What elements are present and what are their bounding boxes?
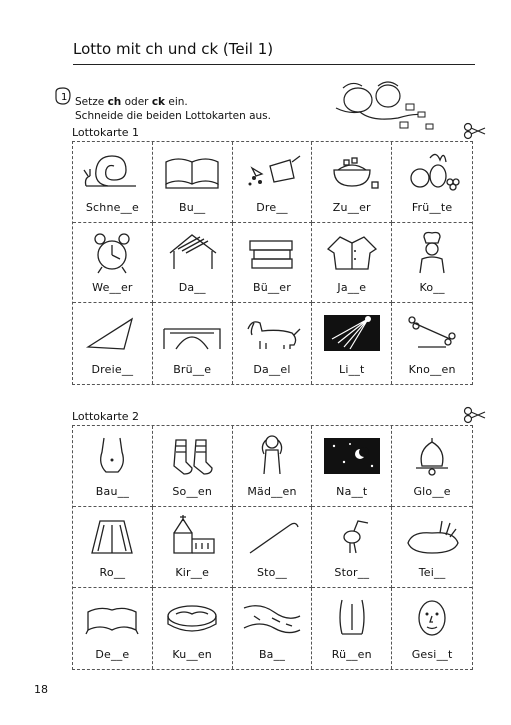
- cell-word: Li__t: [339, 362, 365, 376]
- picture-frame: [153, 594, 232, 640]
- cell-word: Bau__: [95, 485, 130, 498]
- lotto-cell: [392, 223, 472, 304]
- cell-word: Ko__: [419, 281, 445, 295]
- picture-frame: [73, 432, 152, 478]
- picture-frame: [73, 229, 152, 275]
- picture-frame: [73, 148, 152, 194]
- instructions: [75, 95, 271, 123]
- picture-frame: [153, 148, 232, 194]
- instruction-line-1: Setze ch oder ck ein.: [75, 96, 188, 108]
- picture-frame: [233, 309, 312, 355]
- picture-frame: [233, 229, 312, 275]
- dustpan-icon: [240, 148, 304, 194]
- lotto-cell: [73, 223, 153, 304]
- cell-word: Kno__en: [408, 362, 456, 376]
- lotto-cell: [153, 426, 233, 507]
- cell-word: Mäd__en: [247, 485, 297, 498]
- picture-frame: [392, 148, 472, 194]
- picture-frame: [73, 594, 152, 640]
- cell-word: Bu__: [179, 200, 206, 214]
- stork-icon: [320, 513, 384, 559]
- exercise-number-badge: [54, 86, 72, 106]
- lotto-card-2: [72, 425, 473, 670]
- picture-frame: [153, 513, 232, 559]
- light-beam-icon: [320, 309, 384, 355]
- lotto-cell: [73, 142, 153, 223]
- cell-word: Dre__: [256, 200, 288, 214]
- lotto-cell: [73, 507, 153, 588]
- cell-word: Da__: [178, 281, 206, 295]
- page-number: 18: [34, 683, 48, 696]
- lotto-cell: [392, 142, 472, 223]
- title-divider: [73, 64, 475, 65]
- scissors-icon: [463, 122, 487, 140]
- cell-word: Stor__: [334, 566, 370, 579]
- back-icon: [320, 594, 384, 640]
- triangle-icon: [80, 309, 144, 355]
- stream-icon: [240, 594, 304, 640]
- picture-frame: [73, 513, 152, 559]
- cell-word: Zu__er: [332, 200, 371, 214]
- exercise-number: 1: [61, 92, 68, 103]
- picture-frame: [233, 594, 312, 640]
- face-icon: [400, 594, 464, 640]
- lotto-cell: [233, 507, 313, 588]
- picture-frame: [312, 594, 391, 640]
- jacket-icon: [320, 229, 384, 275]
- picture-frame: [312, 229, 391, 275]
- socks-icon: [160, 432, 224, 478]
- picture-frame: [233, 148, 312, 194]
- cell-word: Bü__er: [252, 281, 291, 295]
- pond-icon: [400, 513, 464, 559]
- lotto-cell: [73, 303, 153, 384]
- cell-word: Ja__e: [337, 281, 367, 295]
- picture-frame: [312, 513, 391, 559]
- cook-icon: [400, 229, 464, 275]
- card-1-label: Lottokarte 1: [72, 126, 140, 139]
- cell-word: So__en: [172, 485, 213, 498]
- book-icon: [160, 148, 224, 194]
- lotto-cell: [312, 223, 392, 304]
- lotto-cell: [153, 303, 233, 384]
- bell-icon: [400, 432, 464, 478]
- lotto-cell: [153, 223, 233, 304]
- lotto-cell: [392, 303, 472, 384]
- lotto-cell: [233, 588, 313, 669]
- cell-word: Brü__e: [173, 362, 212, 376]
- cell-word: Sto__: [256, 566, 287, 579]
- cell-word: Na__t: [336, 485, 368, 498]
- lotto-cell: [73, 588, 153, 669]
- cell-word: Glo__e: [413, 485, 451, 498]
- night-sky-icon: [320, 432, 384, 478]
- alarm-clock-icon: [80, 229, 144, 275]
- cake-icon: [160, 594, 224, 640]
- lotto-cell: [312, 507, 392, 588]
- lotto-cell: [153, 142, 233, 223]
- lotto-cell: [153, 507, 233, 588]
- cell-word: Kir__e: [175, 566, 210, 579]
- cell-word: Ba__: [258, 648, 286, 661]
- snail-icon: [80, 148, 144, 194]
- cell-word: Tei__: [418, 566, 446, 579]
- bridge-icon: [160, 309, 224, 355]
- fruits-icon: [400, 148, 464, 194]
- bones-icon: [400, 309, 464, 355]
- lotto-cell: [233, 426, 313, 507]
- picture-frame: [153, 309, 232, 355]
- walking-stick-icon: [240, 513, 304, 559]
- lotto-cell: [312, 426, 392, 507]
- roof-icon: [160, 229, 224, 275]
- books-stack-icon: [240, 229, 304, 275]
- church-icon: [160, 513, 224, 559]
- picture-frame: [312, 148, 391, 194]
- picture-frame: [392, 309, 472, 355]
- cell-word: Gesi__t: [411, 648, 453, 661]
- cell-word: De__e: [95, 648, 130, 661]
- picture-frame: [312, 309, 391, 355]
- picture-frame: [73, 309, 152, 355]
- lotto-cell: [233, 223, 313, 304]
- lotto-cell: [312, 588, 392, 669]
- cell-word: Ro__: [99, 566, 126, 579]
- picture-frame: [233, 432, 312, 478]
- cell-word: Dreie__: [91, 362, 134, 376]
- cell-word: Schne__e: [85, 200, 139, 214]
- picture-frame: [392, 594, 472, 640]
- lotto-cell: [392, 507, 472, 588]
- cell-word: We__er: [92, 281, 133, 295]
- page-title: Lotto mit ch und ck (Teil 1): [73, 40, 274, 58]
- dachshund-icon: [240, 309, 304, 355]
- lotto-cell: [153, 588, 233, 669]
- belly-icon: [80, 432, 144, 478]
- cell-word: Frü__te: [411, 200, 453, 214]
- lotto-cell: [392, 426, 472, 507]
- picture-frame: [392, 432, 472, 478]
- picture-frame: [392, 513, 472, 559]
- lotto-cell: [73, 426, 153, 507]
- lotto-cell: [392, 588, 472, 669]
- instruction-line-2: Schneide die beiden Lottokarten aus.: [75, 110, 271, 122]
- lotto-cell: [233, 303, 313, 384]
- children-cutting-illustration: [328, 78, 438, 134]
- cell-word: Rü__en: [331, 648, 372, 661]
- sugar-bowl-icon: [320, 148, 384, 194]
- lotto-cell: [312, 303, 392, 384]
- picture-frame: [233, 513, 312, 559]
- picture-frame: [392, 229, 472, 275]
- skirt-icon: [80, 513, 144, 559]
- picture-frame: [153, 229, 232, 275]
- scissors-icon: [463, 406, 487, 424]
- blanket-icon: [80, 594, 144, 640]
- cell-word: Ku__en: [172, 648, 212, 661]
- lotto-cell: [312, 142, 392, 223]
- lotto-cell: [233, 142, 313, 223]
- cell-word: Da__el: [253, 362, 291, 376]
- lotto-card-1: [72, 141, 473, 385]
- picture-frame: [312, 432, 391, 478]
- card-2-label: Lottokarte 2: [72, 410, 140, 423]
- picture-frame: [153, 432, 232, 478]
- girl-icon: [240, 432, 304, 478]
